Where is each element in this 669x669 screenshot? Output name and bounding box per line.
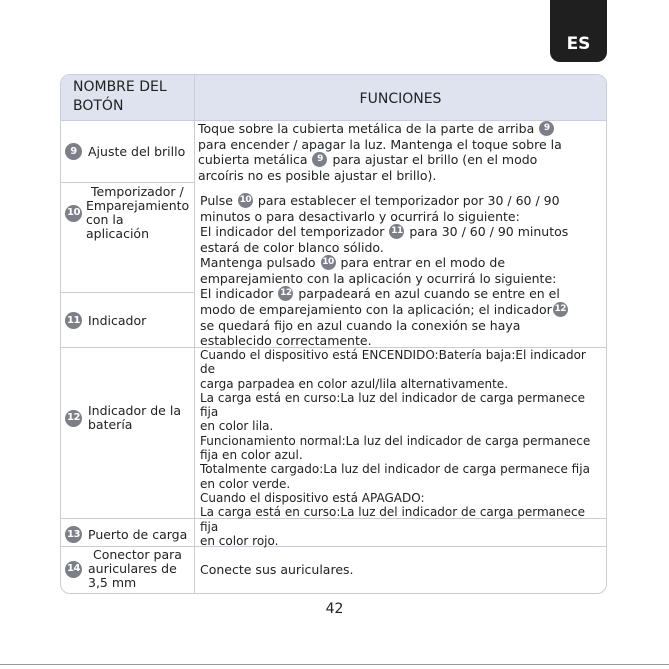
row-name-14 <box>65 548 182 590</box>
function-line <box>200 224 604 240</box>
function-text: El indicador del temporizador <box>200 224 385 239</box>
header-button-name <box>73 78 167 116</box>
function-line <box>200 193 604 209</box>
function-line: La carga está en curso:La luz del indicador de carga permanece fija <box>200 390 586 420</box>
number-badge: 12 <box>553 302 568 317</box>
function-text: Toque sobre la cubierta metálica de la parte de arriba <box>198 121 535 136</box>
function-line: fija en color azul. <box>200 448 303 463</box>
number-badge: 9 <box>65 143 82 160</box>
row-name-12 <box>65 404 181 432</box>
number-badge: 10 <box>65 205 82 222</box>
number-badge: 13 <box>65 526 82 543</box>
row-name-13 <box>65 526 187 543</box>
row-label <box>88 404 181 432</box>
header-line: NOMBRE DEL <box>73 79 167 95</box>
function-line: en color verde. <box>200 476 291 491</box>
function-line: para encender / apagar la luz. Mantenga el toque sobre la <box>198 137 562 152</box>
function-line: en color rojo. <box>200 533 279 548</box>
function-line <box>200 286 604 302</box>
button-functions-table <box>60 74 607 594</box>
function-line <box>200 302 604 318</box>
row-label-line: Conector para <box>93 547 182 562</box>
function-line: emparejamiento con la aplicación y ocurrirá lo siguiente: <box>200 271 557 286</box>
row-label-line: auriculares de <box>88 561 177 576</box>
row-divider <box>61 292 194 293</box>
function-text: para 30 / 60 / 90 minutos <box>409 224 569 239</box>
number-badge: 10 <box>238 193 253 208</box>
row-label <box>86 185 189 241</box>
header-line: BOTÓN <box>73 98 124 114</box>
function-text: El indicador <box>200 286 274 301</box>
row-label-line: con la <box>86 212 124 227</box>
number-badge: 9 <box>312 152 327 167</box>
number-badge: 11 <box>389 224 404 239</box>
row-label-line: Temporizador / <box>91 184 184 199</box>
function-14: Conecte sus auriculares. <box>200 562 354 577</box>
number-badge: 14 <box>65 561 82 578</box>
row-label <box>88 548 182 590</box>
number-badge: 12 <box>65 410 82 427</box>
function-line: carga parpadea en color azul/lila alternativamente. <box>200 376 509 391</box>
function-10-11 <box>200 193 604 348</box>
row-name-11 <box>65 312 146 329</box>
function-line: Cuando el dispositivo está APAGADO: <box>200 490 425 505</box>
function-line: Funcionamiento normal:La luz del indicador de carga permanece <box>200 433 591 448</box>
number-badge: 10 <box>321 255 336 270</box>
function-line: Cuando el dispositivo está ENCENDIDO:Batería baja:El indicador de <box>200 348 586 377</box>
function-text: modo de emparejamiento con la aplicación; el indicador <box>200 302 552 317</box>
function-text: para establecer el temporizador por 30 / 60 / 90 <box>257 193 560 208</box>
number-badge: 12 <box>278 286 293 301</box>
function-text: Mantenga pulsado <box>200 255 316 270</box>
number-badge: 9 <box>539 121 554 136</box>
row-label: Indicador <box>88 312 147 328</box>
row-label-line: Indicador de la <box>88 403 181 418</box>
row-name-10 <box>65 185 189 241</box>
language-label: ES <box>566 34 591 54</box>
function-text: Pulse <box>200 193 233 208</box>
function-12 <box>200 348 604 548</box>
function-line: La carga está en curso:La luz del indicador de carga permanece fija <box>200 505 586 534</box>
row-label: Ajuste del brillo <box>88 143 186 159</box>
row-divider <box>61 182 194 183</box>
function-line: minutos o para desactivarlo y ocurrirá lo siguiente: <box>200 209 520 224</box>
function-text: para entrar en el modo de <box>340 255 506 270</box>
row-label-line: Emparejamiento <box>86 198 190 213</box>
row-label-line: batería <box>88 417 133 432</box>
function-line: arcoíris no es posible ajustar el brillo). <box>198 168 437 183</box>
row-label: Puerto de carga <box>88 526 188 542</box>
function-line: Totalmente cargado:La luz del indicador de carga permanece fija <box>200 462 590 477</box>
function-line <box>198 152 604 168</box>
function-text: para ajustar el brillo (en el modo <box>332 152 538 167</box>
function-line: establecido correctamente. <box>200 333 372 348</box>
function-line: en color lila. <box>200 419 274 434</box>
function-line: se quedará fijo en azul cuando la conexión se haya <box>200 318 521 333</box>
row-label-line: aplicación <box>86 226 149 241</box>
function-line <box>200 255 604 271</box>
row-name-9 <box>65 143 185 160</box>
column-divider <box>194 75 195 593</box>
bottom-divider <box>0 664 669 665</box>
function-9 <box>198 121 604 183</box>
number-badge: 11 <box>65 312 82 329</box>
function-line: estará de color blanco sólido. <box>200 240 384 255</box>
function-text: parpadeará en azul cuando se entre en el <box>298 286 560 301</box>
header-functions: FUNCIONES <box>359 91 442 107</box>
function-line <box>198 121 604 137</box>
language-tab <box>550 0 607 62</box>
function-text: cubierta metálica <box>198 152 308 167</box>
row-label-line: 3,5 mm <box>88 575 137 590</box>
page-number: 42 <box>325 601 344 617</box>
